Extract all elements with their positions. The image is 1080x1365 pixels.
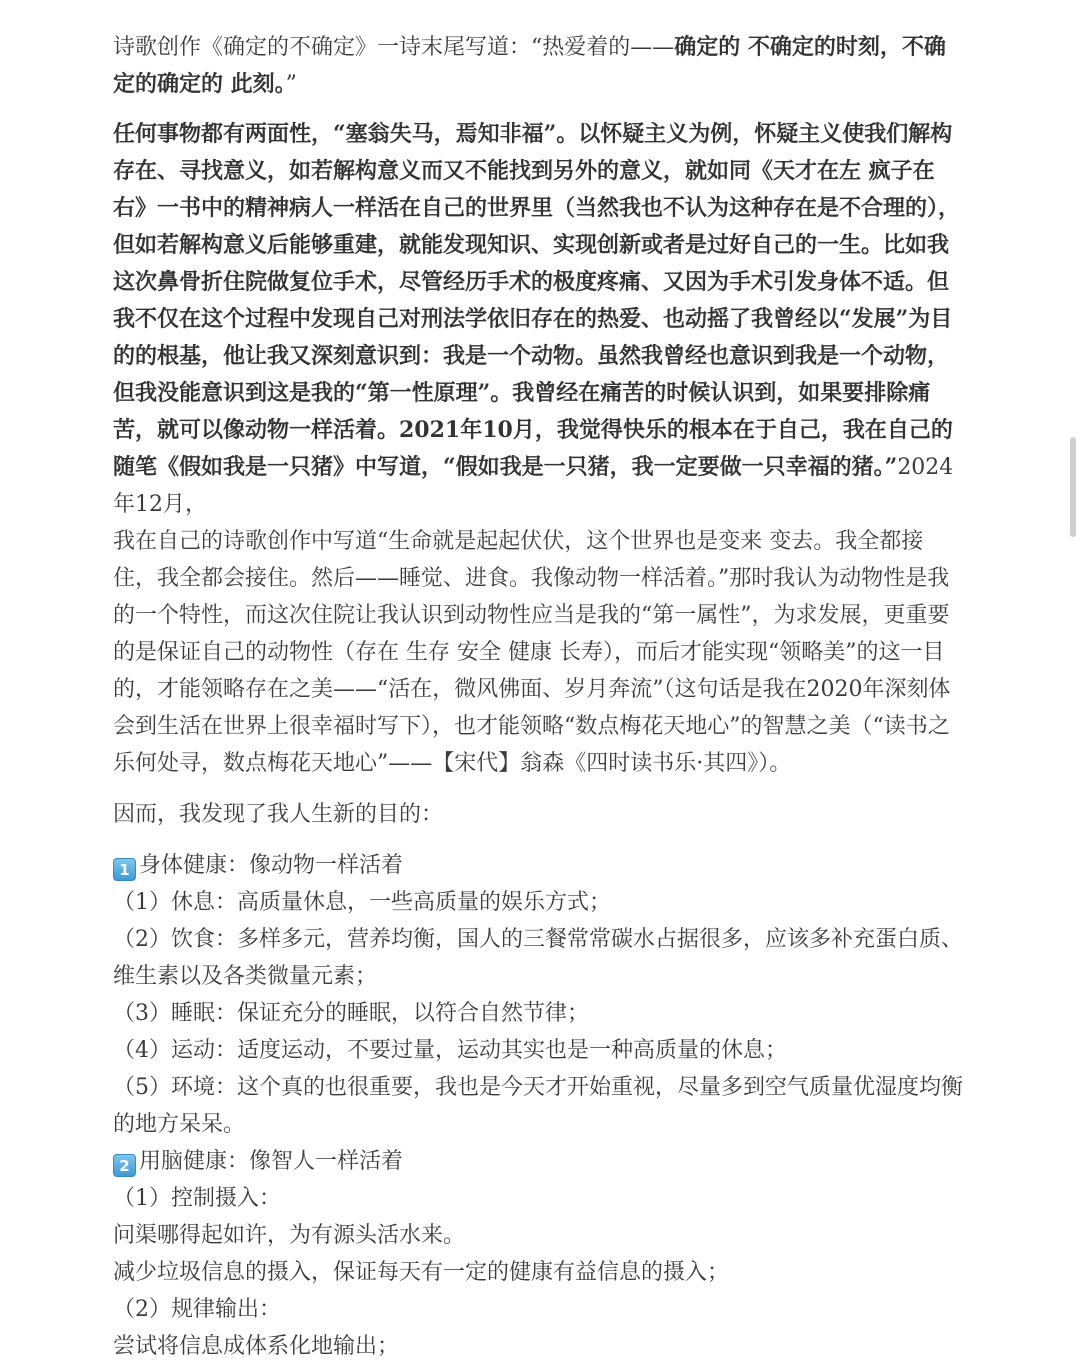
list-item: （5）环境：这个真的也很重要，我也是今天才开始重视，尽量多到空气质量优湿度均衡的地方呆呆。 bbox=[113, 1075, 963, 1137]
scrollbar-thumb[interactable] bbox=[1070, 437, 1076, 537]
list-item: 问渠哪得起如许，为有源头活水来。 bbox=[113, 1223, 466, 1248]
main-paragraph bbox=[113, 116, 965, 782]
list-item: （1）控制摄入： bbox=[113, 1186, 281, 1211]
intro-text: 诗歌创作《确定的不确定》一诗末尾写道：“热爱着的—— bbox=[113, 35, 675, 60]
list-item: 尝试将信息成体系化地输出； bbox=[113, 1334, 400, 1359]
main-normal-text: 2024年12月， 我在自己的诗歌创作中写道“生命就是起起伏伏，这个世界也是变来 变去。我全都接 住，我全都会接住。然后——睡觉、进食。我像动物一样活着。”那时我认为动物性是我的一个特性，而这次住院让我认识到动物性应当是我的“第一属性”，为求发展，更重要的是保证自己的动物性（存在 生存 安全 健康 长寿），而后才能实现“领略美”的这一目的，才能领略存在之美——“活在，微风佛面、岁月奔流”（这句话是我在2020年深刻体会到生活在世界上很幸福时写下），也才能领略“数点梅花天地心”的智慧之美（“读书之乐何处寻，数点梅花天地心”——【宋代】翁森《四时读书乐·其四》）。 bbox=[113, 455, 954, 776]
intro-end-text: ” bbox=[285, 72, 297, 97]
intro-paragraph bbox=[113, 29, 965, 103]
purpose-line: 因而，我发现了我人生新的目的： bbox=[113, 802, 444, 827]
section-heading-text: 身体健康：像动物一样活着 bbox=[139, 853, 404, 878]
list-item: （2）规律输出： bbox=[113, 1297, 281, 1322]
section-heading-text: 用脑健康：像智人一样活着 bbox=[139, 1149, 404, 1174]
keycap-two-icon: 2 bbox=[113, 1154, 136, 1177]
section-brain-health bbox=[113, 1143, 965, 1365]
list-item: （2）饮食：多样多元，营养均衡，国人的三餐常常碳水占据很多，应该多补充蛋白质、维生素以及各类微量元素； bbox=[113, 927, 963, 989]
list-item: 减少垃圾信息的摄入，保证每天有一定的健康有益信息的摄入； bbox=[113, 1260, 730, 1285]
article-body bbox=[113, 29, 965, 1365]
keycap-one-icon: 1 bbox=[113, 858, 136, 881]
section-heading bbox=[113, 847, 965, 884]
list-item: （4）运动：适度运动，不要过量，运动其实也是一种高质量的休息； bbox=[113, 1038, 787, 1063]
section-body-health bbox=[113, 847, 965, 1143]
intro-bold-text: 确定的 不确定的时刻，不确定的确定的 此刻。 bbox=[113, 34, 946, 97]
section-heading bbox=[113, 1143, 965, 1180]
list-item: （1）休息：高质量休息，一些高质量的娱乐方式； bbox=[113, 890, 611, 915]
list-item: （3）睡眠：保证充分的睡眠，以符合自然节律； bbox=[113, 1001, 589, 1026]
main-bold-text: 任何事物都有两面性，“塞翁失马，焉知非福”。以怀疑主义为例，怀疑主义使我们解构存在、寻找意义，如若解构意义而又不能找到另外的意义，就如同《天才在左 疯子在 右》一书中的精神病人一样活在自己的世界里（当然我也不认为这种存在是不合理的），但如若解构意义后能够重建，就能发现知识、实现创新或者是过好自己的一生。比如我这次鼻骨折住院做复位手术，尽管经历手术的极度疼痛、又因为手术引发身体不适。但我不仅在这个过程中发现自己对刑法学依旧存在的热爱、也动摇了我曾经以“发展”为目的的根基，他让我又深刻意识到：我是一个动物。虽然我曾经也意识到我是一个动物，但我没能意识到这是我的“第一性原理”。我曾经在痛苦的时候认识到，如果要排除痛苦，就可以像动物一样活着。2021年10月，我觉得快乐的根本在于自己，我在自己的随笔《假如我是一只猪》中写道，“假如我是一只猪，我一定要做一只幸福的猪。” bbox=[113, 121, 961, 480]
